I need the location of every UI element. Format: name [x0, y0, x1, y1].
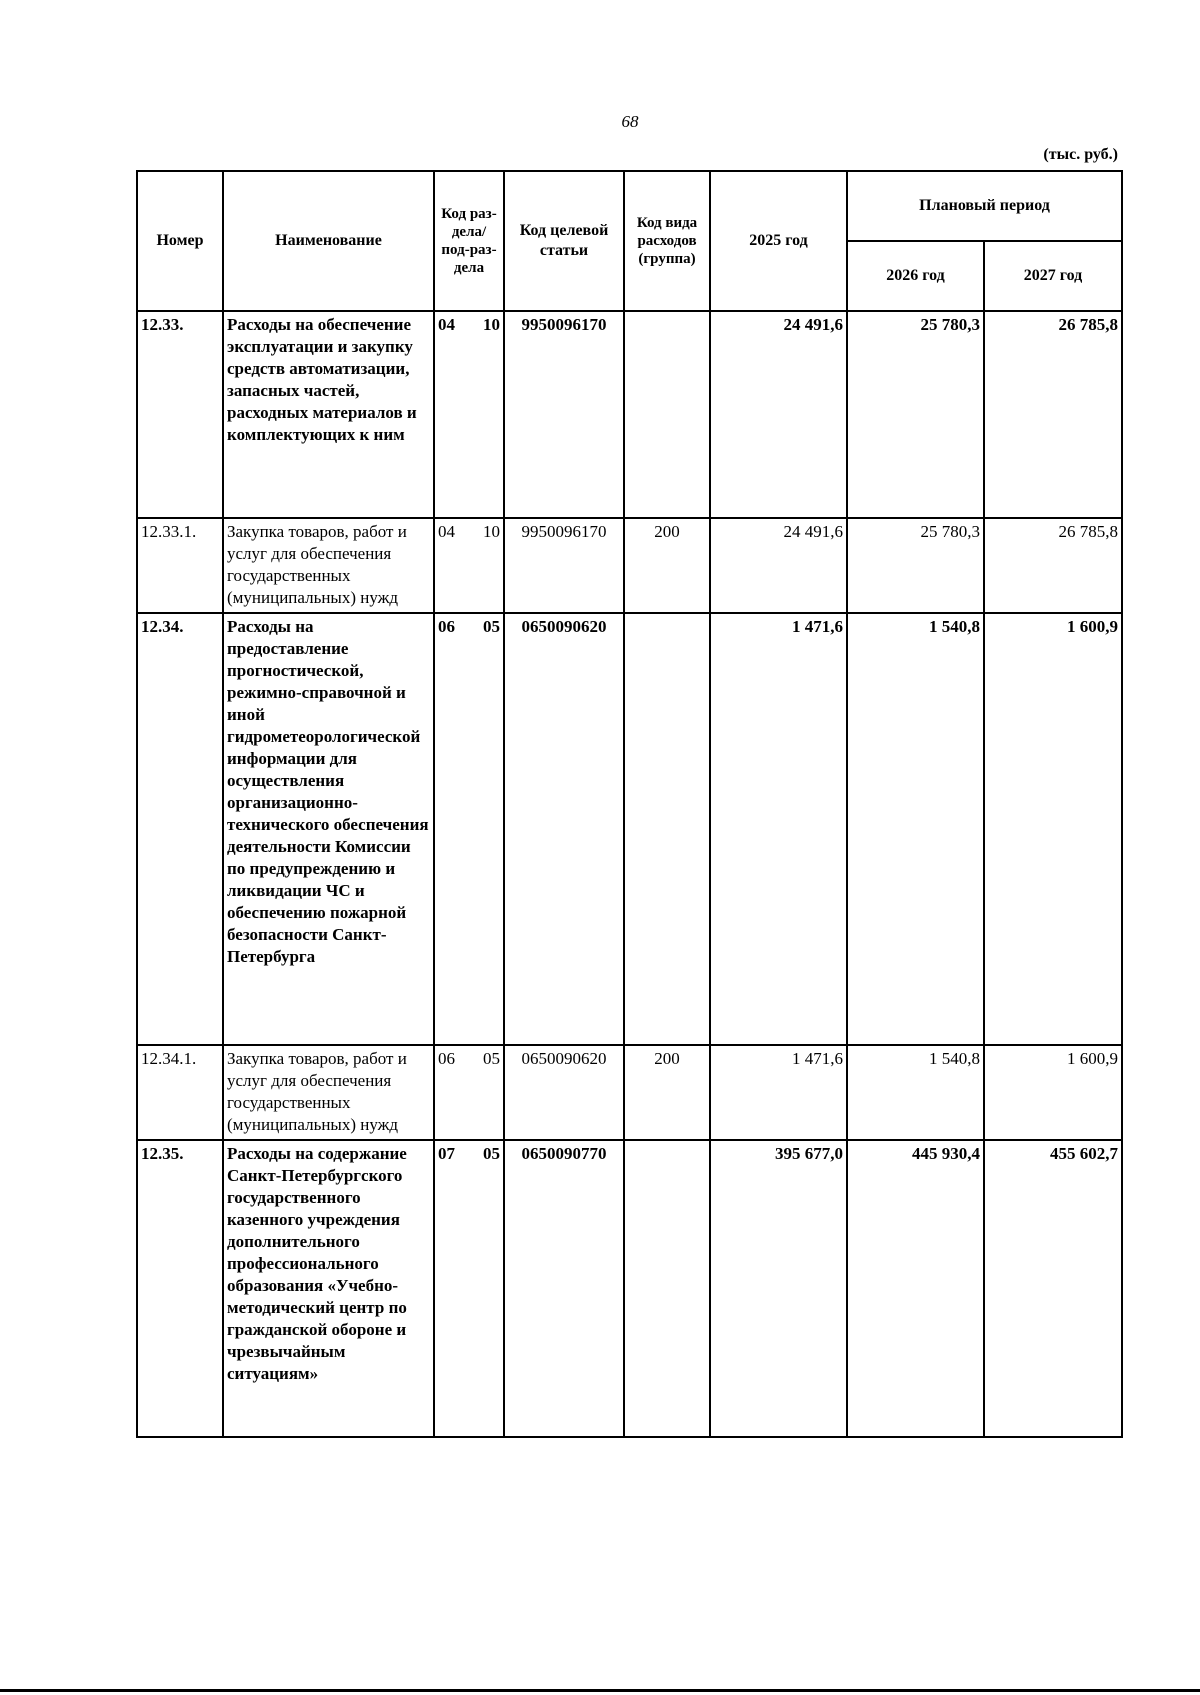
header-2027: 2027 год — [984, 241, 1122, 311]
row-name: Расходы на обеспечение эксплуатации и закупку средств автоматизации, запасных частей, расходных материалов и комплектующих к ним — [223, 311, 434, 518]
bottom-rule — [0, 1689, 1200, 1692]
page-number: 68 — [621, 112, 639, 131]
row-section-code — [434, 613, 504, 1045]
podrazdel-code: 05 — [483, 617, 500, 636]
table-row — [137, 1140, 1122, 1437]
row-target-code: 0650090620 — [504, 613, 624, 1045]
budget-table — [136, 170, 1123, 1438]
podrazdel-code: 05 — [483, 1144, 500, 1163]
row-section-code — [434, 1045, 504, 1140]
row-2027: 1 600,9 — [984, 613, 1122, 1045]
razdel-code: 06 — [438, 617, 455, 636]
row-target-code: 0650090770 — [504, 1140, 624, 1437]
row-number: 12.33. — [137, 311, 223, 518]
row-number: 12.34. — [137, 613, 223, 1045]
row-number: 12.33.1. — [137, 518, 223, 613]
header-name: Наименование — [223, 171, 434, 311]
row-2025: 1 471,6 — [710, 613, 847, 1045]
row-2026: 1 540,8 — [847, 1045, 984, 1140]
row-name: Закупка товаров, работ и услуг для обеспечения государственных (муниципальных) нужд — [223, 518, 434, 613]
table-row — [137, 613, 1122, 1045]
row-expense-kind: 200 — [624, 1045, 710, 1140]
table-row — [137, 311, 1122, 518]
row-2025: 1 471,6 — [710, 1045, 847, 1140]
podrazdel-code: 10 — [483, 315, 500, 334]
row-expense-kind: 200 — [624, 518, 710, 613]
razdel-code: 04 — [438, 522, 455, 541]
row-2027: 26 785,8 — [984, 518, 1122, 613]
row-2025: 24 491,6 — [710, 518, 847, 613]
header-target-code: Код целевой статьи — [504, 171, 624, 311]
header-2025: 2025 год — [710, 171, 847, 311]
table-row — [137, 518, 1122, 613]
table-header — [137, 171, 1122, 311]
header-section-code: Код раз-дела/ под-раз-дела — [434, 171, 504, 311]
row-section-code — [434, 311, 504, 518]
row-2026: 1 540,8 — [847, 613, 984, 1045]
razdel-code: 04 — [438, 315, 455, 334]
row-name: Закупка товаров, работ и услуг для обеспечения государственных (муниципальных) нужд — [223, 1045, 434, 1140]
row-2025: 24 491,6 — [710, 311, 847, 518]
row-expense-kind — [624, 1140, 710, 1437]
header-planned-period: Плановый период — [847, 171, 1122, 241]
row-2027: 26 785,8 — [984, 311, 1122, 518]
units-label: (тыс. руб.) — [1043, 146, 1118, 163]
row-target-code: 0650090620 — [504, 1045, 624, 1140]
row-expense-kind — [624, 311, 710, 518]
row-expense-kind — [624, 613, 710, 1045]
row-section-code — [434, 518, 504, 613]
podrazdel-code: 05 — [483, 1049, 500, 1068]
row-2026: 25 780,3 — [847, 518, 984, 613]
row-2027: 1 600,9 — [984, 1045, 1122, 1140]
podrazdel-code: 10 — [483, 522, 500, 541]
row-number: 12.35. — [137, 1140, 223, 1437]
row-target-code: 9950096170 — [504, 518, 624, 613]
razdel-code: 06 — [438, 1049, 455, 1068]
header-2026: 2026 год — [847, 241, 984, 311]
row-section-code — [434, 1140, 504, 1437]
row-number: 12.34.1. — [137, 1045, 223, 1140]
row-name: Расходы на предоставление прогностической, режимно-справочной и иной гидрометеорологической информации для осуществления организационно-технического обеспечения деятельности Комиссии по предупреждению и ликвидации ЧС и обеспечению пожарной безопасности Санкт-Петербурга — [223, 613, 434, 1045]
row-2027: 455 602,7 — [984, 1140, 1122, 1437]
header-number: Номер — [137, 171, 223, 311]
row-name: Расходы на содержание Санкт-Петербургского государственного казенного учреждения дополнительного профессионального образования «Учебно-методический центр по гражданской обороне и чрезвычайным ситуациям» — [223, 1140, 434, 1437]
razdel-code: 07 — [438, 1144, 455, 1163]
row-2025: 395 677,0 — [710, 1140, 847, 1437]
row-2026: 445 930,4 — [847, 1140, 984, 1437]
header-expense-kind: Код вида расходов (группа) — [624, 171, 710, 311]
row-2026: 25 780,3 — [847, 311, 984, 518]
table-row — [137, 1045, 1122, 1140]
row-target-code: 9950096170 — [504, 311, 624, 518]
